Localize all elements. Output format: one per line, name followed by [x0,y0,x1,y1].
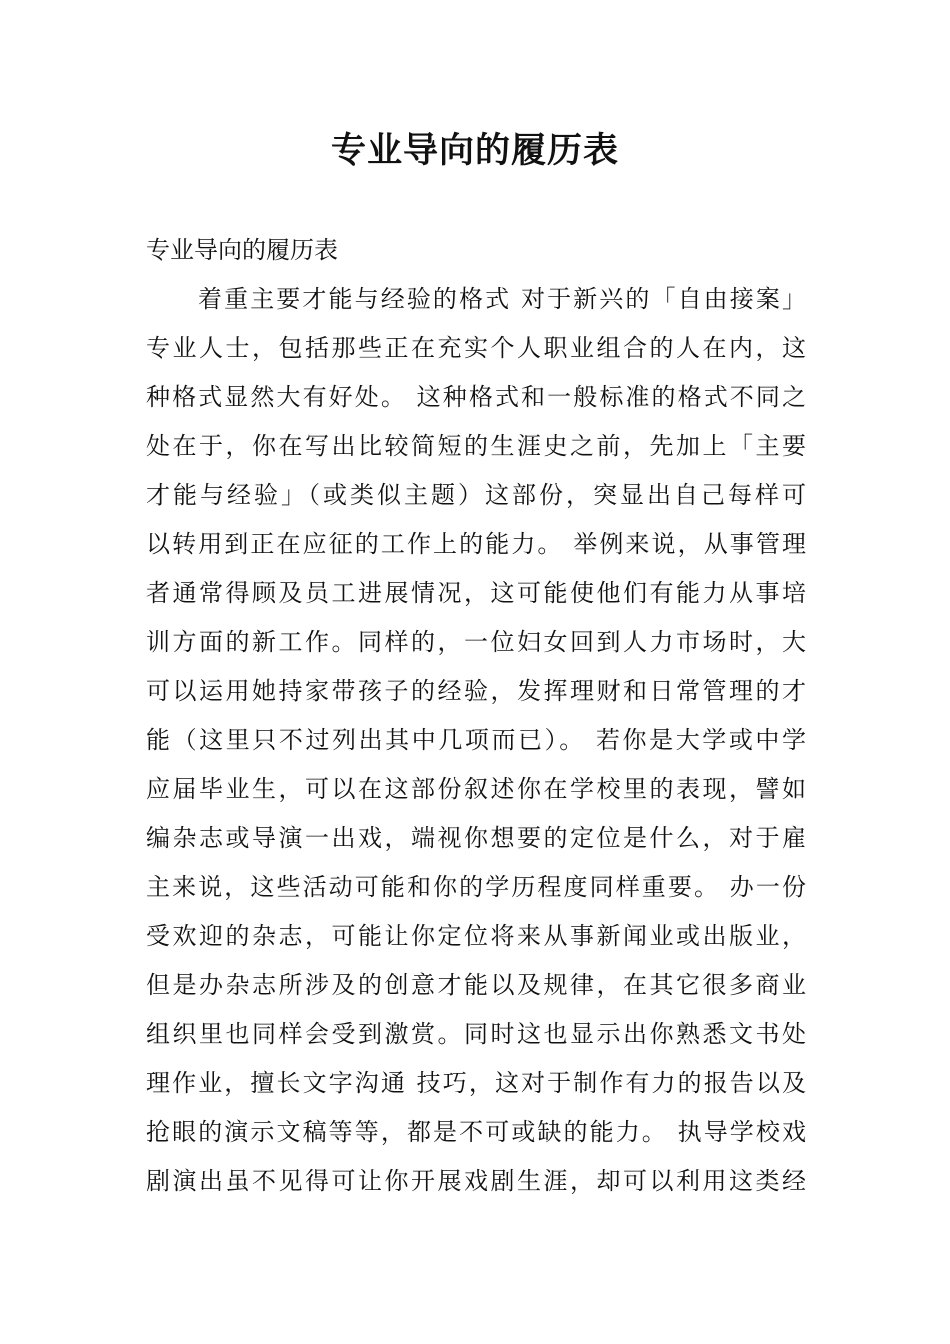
paragraph-line: 主来说，这些活动可能和你的学历程度同样重要。 办一份 [146,873,806,901]
paragraph-line: 受欢迎的杂志，可能让你定位将来从事新闻业或出版业， [146,922,806,950]
paragraph-line: 但是办杂志所涉及的创意才能以及规律，在其它很多商业 [146,971,806,999]
paragraph-line: 编杂志或导演一出戏，端视你想要的定位是什么，对于雇 [146,824,806,852]
paragraph-line: 组织里也同样会受到激赏。同时这也显示出你熟悉文书处 [146,1020,806,1048]
document-subtitle: 专业导向的履历表 [146,236,338,264]
paragraph-line: 才能与经验」（或类似主题）这部份，突显出自己每样可 [146,481,806,509]
paragraph-line: 理作业，擅长文字沟通 技巧，这对于制作有力的报告以及 [146,1069,806,1097]
paragraph-line: 能（这里只不过列出其中几项而已）。 若你是大学或中学 [146,726,806,754]
paragraph-line: 专业人士，包括那些正在充实个人职业组合的人在内，这 [146,334,806,362]
paragraph-line: 剧演出虽不见得可让你开展戏剧生涯，却可以利用这类经 [146,1167,806,1195]
paragraph-line: 种格式显然大有好处。 这种格式和一般标准的格式不同之 [146,383,806,411]
paragraph-line: 应届毕业生，可以在这部份叙述你在学校里的表现，譬如 [146,775,806,803]
paragraph-line: 训方面的新工作。同样的，一位妇女回到人力市场时，大 [146,628,806,656]
paragraph-line: 抢眼的演示文稿等等，都是不可或缺的能力。 执导学校戏 [146,1118,806,1146]
document-body [146,226,806,1206]
page-title: 专业导向的履历表 [330,131,619,171]
paragraph-line: 以转用到正在应征的工作上的能力。 举例来说，从事管理 [146,530,806,558]
paragraph-line: 可以运用她持家带孩子的经验，发挥理财和日常管理的才 [146,677,806,705]
paragraph-line: 者通常得顾及员工进展情况，这可能使他们有能力从事培 [146,579,806,607]
paragraph-line: 着重主要才能与经验的格式 对于新兴的「自由接案」 [198,285,806,313]
paragraph-line: 处在于，你在写出比较简短的生涯史之前，先加上「主要 [146,432,806,460]
